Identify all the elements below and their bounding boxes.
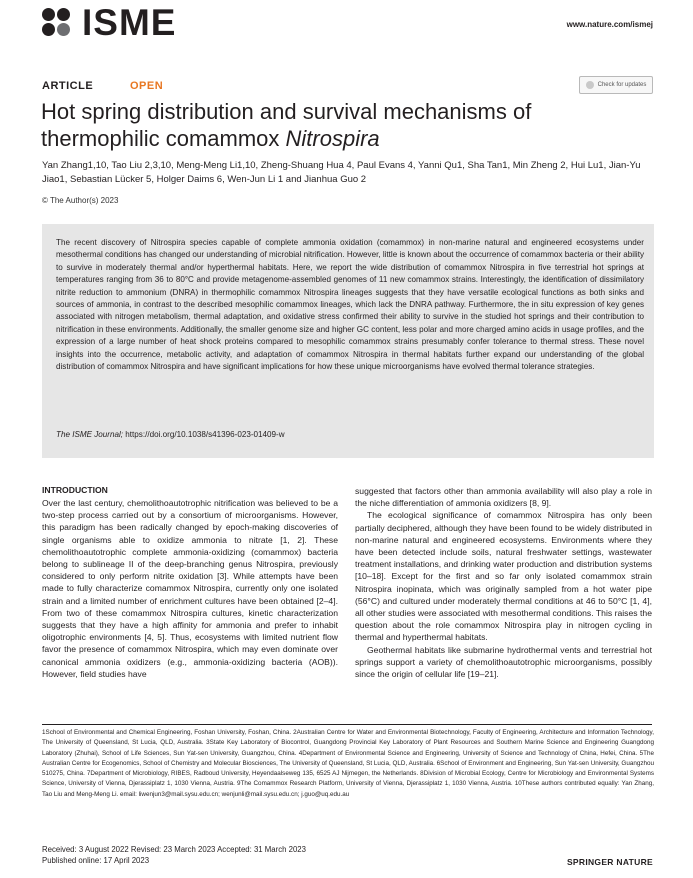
update-icon bbox=[586, 81, 594, 89]
citation-line bbox=[56, 430, 285, 439]
citation-journal: The ISME Journal; bbox=[56, 430, 124, 439]
check-updates-label: Check for updates bbox=[597, 82, 647, 88]
citation-doi[interactable]: https://doi.org/10.1038/s41396-023-01409-w bbox=[123, 430, 285, 439]
affiliations: 1School of Environmental and Chemical Engineering, Foshan University, Foshan, China. 2Australian Centre for Water and Environmental Biotechnology, Faculty of Engineering, Architecture and Information Technology, The University of Queensland, St Lucia, QLD, Australia. 3State Key Laboratory of Biocontrol, Guangdong Provincial Key Laboratory of Plant Resources and Southern Marine Science and Engineering Guangdong Laboratory (Zhuhai), School of Life Sciences, Sun Yat-sen University, Guangzhou, China. 4Department of Environmental Science and Engineering, University of Science and Technology of China, Hefei, China. 5The Australian Centre for Ecogenomics, School of Chemistry and Molecular Biosciences, The University of Queensland, St Lucia, QLD, Australia. 6School of Environment and Engineering, Sun Yat-sen University, Guangzhou 510275, China. 7Department of Microbiology, RIBES, Radboud University, Heyendaalseweg 135, 6525 AJ Nijmegen, the Netherlands. 8Division of Microbial Ecology, Centre for Microbiology and Environmental Systems Science, University of Vienna, Djerassiplatz 1, 1030 Vienna, Austria. 9The Comammox Research Platform, University of Vienna, Djerassiplatz 1, 1030 Vienna, Austria. 10These authors contributed equally: Yan Zhang, Tao Liu and Meng-Meng Li. email: liwenjun3@mail.sysu.edu.cn; wenjunli@mail.sysu.edu.cn; j.guo@uq.edu.au bbox=[42, 729, 654, 798]
copyright-notice: © The Author(s) 2023 bbox=[42, 196, 119, 205]
title-main: Hot spring distribution and survival mechanisms of thermophilic comammox bbox=[41, 99, 532, 151]
body-column-left bbox=[42, 497, 338, 680]
isme-logo-icon bbox=[42, 8, 76, 38]
published-date: Published online: 17 April 2023 bbox=[42, 856, 150, 865]
journal-url[interactable]: www.nature.com/ismej bbox=[566, 20, 653, 29]
body-paragraph: The ecological significance of comammox Nitrospira has only been partially deciphered, although they have been found to be widely distributed in non-marine natural and engineered ecosystems. Environments where they have been detected include soils, natural freshwater settings, wastewater treatment installations, and drinking water production and distribution systems [10–18]. Except for the first and so far only isolated comammox strain Nitrospira inopinata, which was originally sampled from a hot water pipe (56°C) and cultured under moderately thermal conditions at 46 to 50°C [1, 4], all other studies were associated with mesothermal conditions. This raises the question about the role comammox Nitrospira play in nitrogen cycling in thermal and hyperthermal habitats. bbox=[355, 510, 652, 643]
logo-text: ISME bbox=[82, 2, 177, 43]
body-paragraph: suggested that factors other than ammonia availability will also play a role in the niche differentiation of ammonia oxidizers [8, 9]. bbox=[355, 486, 652, 509]
article-title bbox=[41, 98, 641, 152]
title-italic: Nitrospira bbox=[285, 126, 380, 151]
received-dates: Received: 3 August 2022 Revised: 23 March 2023 Accepted: 31 March 2023 bbox=[42, 845, 306, 854]
section-heading-introduction: INTRODUCTION bbox=[42, 485, 108, 495]
journal-logo bbox=[42, 2, 177, 43]
body-paragraph: Geothermal habitats like submarine hydrothermal vents and terrestrial hot springs support a variety of chemolithoautotrophic microorganisms, possibly since the origin of cellular life [19–21]. bbox=[355, 644, 652, 680]
body-paragraph: Over the last century, chemolithoautotrophic nitrification was believed to be a two-step process carried out by a consortium of microorganisms. However, this paradigm has been radically changed by epoch-making discoveries of single organisms able to oxidize ammonia to nitrate [1, 2]. These chemolithoautotrophic complete ammonia-oxidizing (comammox) bacteria belong to sublineage II of the deep-branching genus Nitrospira, previously considered to only perform nitrite oxidation [3]. While attempts have been made to fully characterize comammox Nitrospira, currently only one isolated strain and a limited number of enrichment cultures have been obtained [2–4]. From two of these comammox Nitrospira cultures, kinetic characterization suggests that they have a high affinity for ammonia and prefer to inhabit oligotrophic environments [4, 5]. Thus, ecosystems with limited nutrient flow favor the presence of comammox Nitrospira, which may even dominate over canonical ammonia oxidizers (e.g., ammonia-oxidizing bacteria (AOB)). However, field studies have bbox=[42, 498, 338, 679]
check-for-updates-button[interactable] bbox=[579, 76, 653, 94]
open-access-label: OPEN bbox=[130, 80, 164, 92]
footnote-divider bbox=[42, 724, 652, 725]
abstract-text: The recent discovery of Nitrospira species capable of complete ammonia oxidation (comammox) in non-marine natural and engineered ecosystems under mesothermal conditions has changed our understanding of microbial nitrification. However, little is known about the occurrence of comammox bacteria or their ability to survive in moderately thermal and/or hyperthermal habitats. Here, we report the wide distribution of comammox Nitrospira in five terrestrial hot springs at temperatures ranging from 36 to 80°C and provide metagenome-assembled genomes of 11 new comammox strains. Interestingly, the identification of dissimilatory nitrite reduction to ammonium (DNRA) in thermophilic comammox Nitrospira lineages suggests that they have versatile ecological functions as both sinks and sources of ammonia, in contrast to the described mesophilic comammox lineages, which lack the DNRA pathway. Furthermore, the in situ expression of key genes associated with nitrogen metabolism, thermal adaptation, and oxidative stress confirmed their ability to survive in the studied hot springs and their contribution to nitrification in these environments. Additionally, the smaller genome size and higher GC content, less polar and more charged amino acids in usage profiles, and the expression of a large number of heat shock proteins compared to mesophilic comammox strains presumably confer tolerance to thermal stress. These novel insights into the occurrence, metabolic activity, and adaptation of comammox Nitrospira in thermal habitats further expand our understanding of the global distribution of comammox Nitrospira and have significant implications for how these unique microorganisms have evolved thermal tolerance strategies. bbox=[56, 238, 644, 372]
author-list: Yan Zhang1,10, Tao Liu 2,3,10, Meng-Meng Li1,10, Zheng-Shuang Hua 4, Paul Evans 4, Yanni Qu1, Sha Tan1, Min Zheng 2, Hui Lu1, Jian-Yu Jiao1, Sebastian Lücker 5, Holger Daims 6, Wen-Jun Li 1 and Jianhua Guo 2 bbox=[42, 160, 641, 185]
body-column-right bbox=[355, 485, 652, 680]
article-type-label: ARTICLE bbox=[42, 80, 94, 92]
publisher-logo: SPRINGER NATURE bbox=[566, 857, 653, 867]
